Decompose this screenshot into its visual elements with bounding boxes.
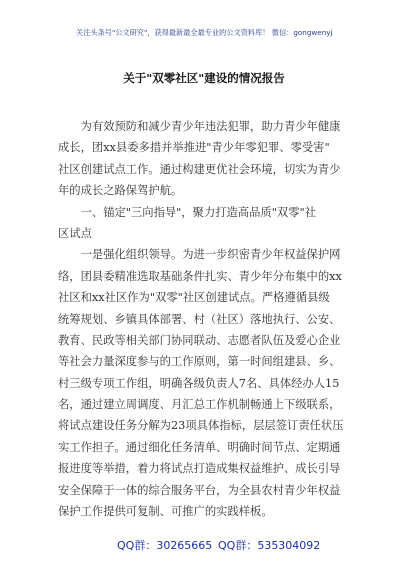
body-line: 教育、民政等相关部门协同联动、志愿者队伍及爱心企业 <box>58 333 341 347</box>
body-line: 社区创建试点工作。通过构建更优社会环境，切实为青少 <box>58 162 341 176</box>
body-line: 将试点建设任务分解为23项具体指标，层层签订责任状压 <box>58 419 344 433</box>
body-line: 村三级专项工作组，明确各级负责人7名、具体经办人15 <box>58 376 340 390</box>
qq-group-2: QQ群：535304092 <box>218 539 321 552</box>
body-line: 一是强化组织领导。为进一步织密青少年权益保护网 <box>58 248 341 262</box>
body-line: 实工作担子。通过细化任务清单、明确时间节点、定期通 <box>58 440 341 454</box>
body-line: 名，通过建立周调度、月汇总工作机制畅通上下级联系， <box>58 398 341 412</box>
header-notice: 关注头条号"公文研究"，获得最新最全最专业的公文资料库！ 微信：gongwenyj <box>76 28 333 37</box>
document-body <box>58 116 356 522</box>
page-header <box>0 0 408 62</box>
body-line: 络，团县委精准选取基础条件扎实、青少年分布集中的xx <box>58 269 342 283</box>
section-heading-cont: 区试点 <box>58 226 92 240</box>
body-line: 安全保障于一体的综合服务平台，为全县农村青少年权益 <box>58 483 341 497</box>
body-line: 社区和xx社区作为"双零"社区创建试点。严格遵循县级 <box>58 291 330 305</box>
section-heading: 一、锚定"三向指导"，聚力打造高品质"双零"社 <box>58 205 317 219</box>
body-line: 成长，团xx县委多措并举推进"青少年零犯罪、零受害" <box>58 141 330 155</box>
body-line: 报进度等举措，着力将试点打造成集权益维护、成长引导 <box>58 462 341 476</box>
body-line: 年的成长之路保驾护航。 <box>58 184 183 198</box>
body-line: 等社会力量深度参与的工作原则，第一时间组建县、乡、 <box>58 355 341 369</box>
qq-group-1: QQ群：30265665 <box>117 539 213 552</box>
body-line: 为有效预防和减少青少年违法犯罪，助力青少年健康 <box>58 120 341 133</box>
body-line: 统筹规划、乡镇具体部署、村（社区）落地执行、公安、 <box>58 312 341 326</box>
body-line: 保护工作提供可复制、可推广的实践样板。 <box>58 505 273 519</box>
document-title: 关于"双零社区"建设的情况报告 <box>123 71 285 85</box>
page-footer <box>0 537 408 557</box>
